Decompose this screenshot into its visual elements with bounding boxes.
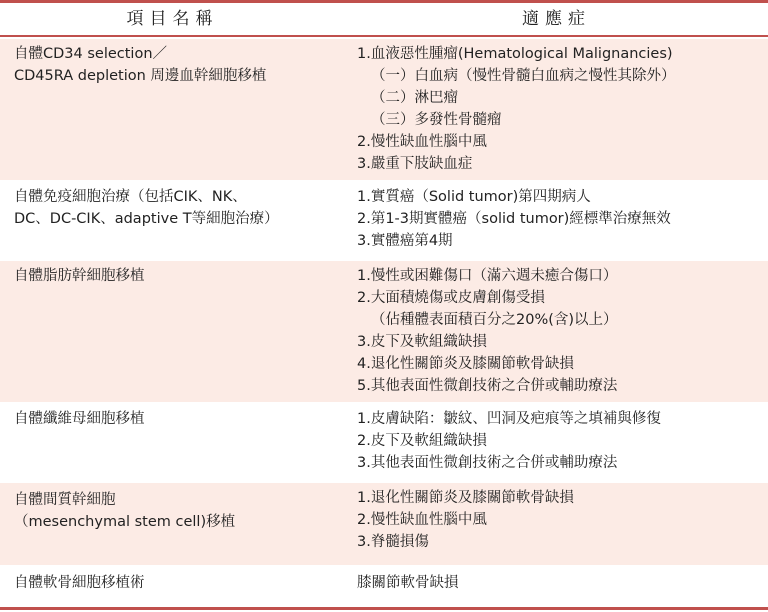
indication-line: 1.實質癌（Solid tumor)第四期病人	[357, 189, 591, 205]
item-name-cell	[14, 567, 339, 594]
item-name-line: CD45RA depletion 周邊血幹細胞移植	[14, 68, 267, 84]
table-row	[0, 404, 768, 481]
table-row	[0, 261, 768, 402]
indication-line: 3.脊髓損傷	[357, 534, 429, 550]
item-name-cell	[14, 261, 339, 287]
indication-line: （二）淋巴瘤	[371, 90, 458, 106]
item-name-cell	[14, 182, 339, 230]
item-name-line: 自體軟骨細胞移植術	[14, 575, 145, 591]
indication-line: 2.慢性缺血性腦中風	[357, 512, 487, 528]
item-name-line: 自體間質幹細胞	[14, 492, 116, 508]
indications-cell	[357, 567, 762, 594]
indications-cell	[357, 182, 762, 252]
table-row	[0, 182, 768, 259]
indication-line: 1.退化性關節炎及膝關節軟骨缺損	[357, 490, 574, 506]
indication-line: 3.皮下及軟組織缺損	[357, 334, 487, 350]
indications-cell	[357, 39, 762, 175]
indication-line: 3.其他表面性微創技術之合併或輔助療法	[357, 455, 618, 471]
header-item-name: 項目名稱	[126, 9, 219, 29]
indication-line: 4.退化性關節炎及膝關節軟骨缺損	[357, 356, 574, 372]
indication-line: 3.嚴重下肢缺血症	[357, 156, 473, 172]
indications-cell	[357, 483, 762, 553]
item-name-cell	[14, 404, 339, 430]
indication-line: 3.實體癌第4期	[357, 233, 453, 249]
indication-line: 膝關節軟骨缺損	[357, 575, 459, 591]
item-name-line: 自體免疫細胞治療（包括CIK、NK、	[14, 189, 247, 205]
indication-line: （佔種體表面積百分之20%(含)以上）	[371, 312, 618, 328]
table-row	[0, 39, 768, 180]
table-header	[0, 3, 768, 37]
indications-cell	[357, 404, 762, 474]
item-name-line: 自體CD34 selection／	[14, 46, 168, 62]
indication-line: 2.大面積燒傷或皮膚創傷受損	[357, 290, 545, 306]
item-name-line: （mesenchymal stem cell)移植	[14, 514, 236, 530]
indication-line: （一）白血病（慢性骨髓白血病之慢性其除外）	[371, 68, 676, 84]
table-row	[0, 567, 768, 607]
indication-line: 2.皮下及軟組織缺損	[357, 433, 487, 449]
item-name-cell	[14, 39, 339, 87]
item-name-line: 自體纖維母細胞移植	[14, 411, 145, 427]
indication-line: 2.慢性缺血性腦中風	[357, 134, 487, 150]
bottom-rule	[0, 607, 768, 610]
indication-line: 5.其他表面性微創技術之合併或輔助療法	[357, 378, 618, 394]
item-name-cell	[14, 483, 339, 533]
table-row	[0, 483, 768, 565]
indication-line: 1.皮膚缺陷：皺紋、凹洞及疤痕等之填補與修復	[357, 411, 661, 427]
indications-cell	[357, 261, 762, 397]
indication-line: （三）多發性骨髓瘤	[371, 112, 502, 128]
header-indications: 適應症	[522, 9, 591, 29]
indication-line: 2.第1-3期實體癌（solid tumor)經標準治療無效	[357, 211, 671, 227]
indication-line: 1.慢性或困難傷口（滿六週未癒合傷口）	[357, 268, 618, 284]
indication-line: 1.血液惡性腫瘤(Hematological Malignancies)	[357, 46, 673, 62]
item-name-line: 自體脂肪幹細胞移植	[14, 268, 145, 284]
item-name-line: DC、DC-CIK、adaptive T等細胞治療）	[14, 211, 279, 227]
